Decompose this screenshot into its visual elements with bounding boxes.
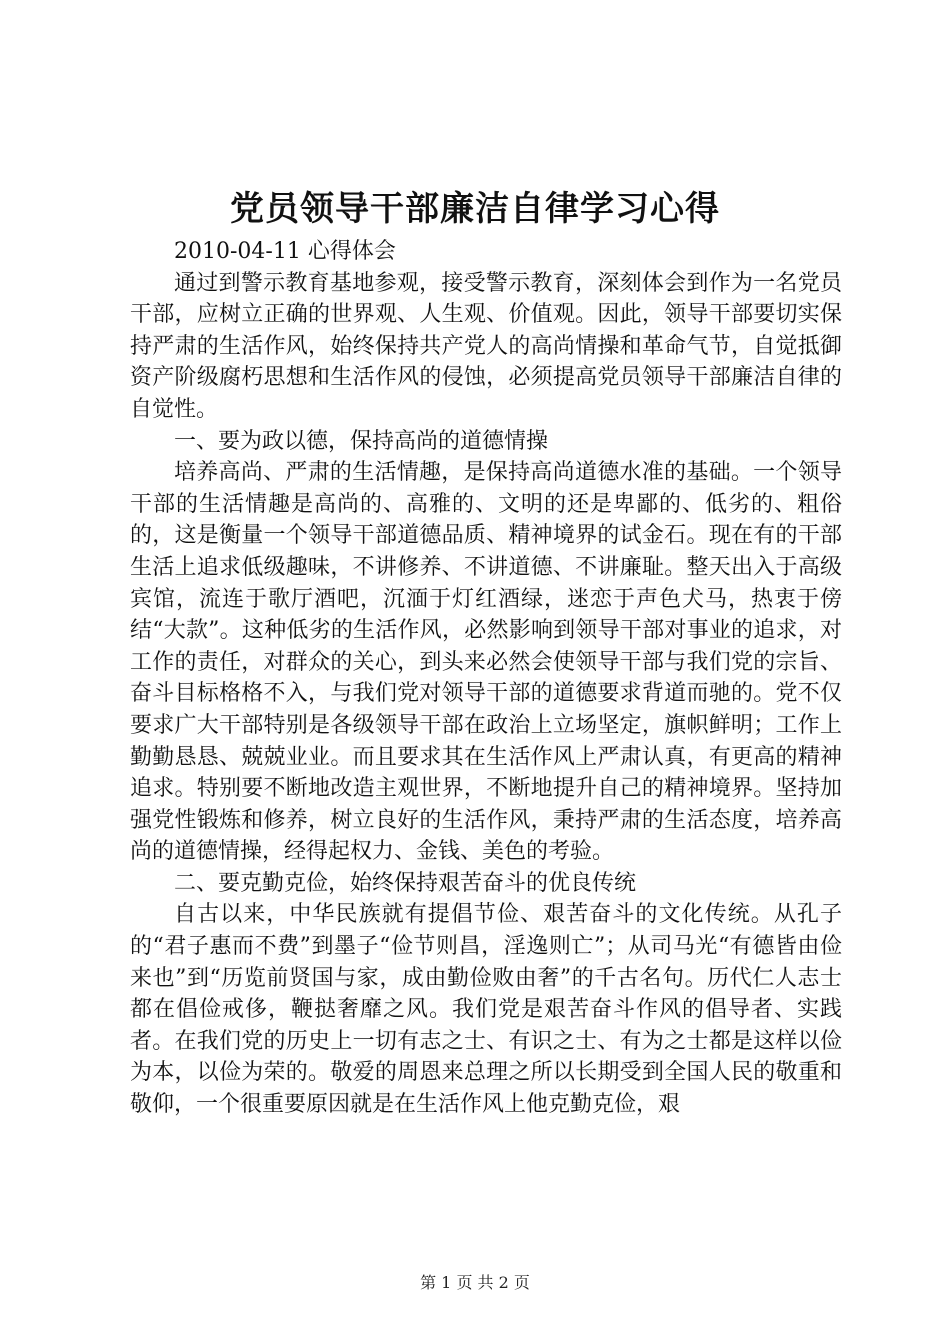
document-body: [130, 236, 842, 1121]
document-title: 党员领导干部廉洁自律学习心得: [230, 189, 720, 229]
page-footer: 第 1 页 共 2 页: [420, 1273, 530, 1292]
section-heading-1: 一、要为政以德，保持高尚的道德情操: [174, 428, 549, 454]
paragraph-section-2: 自古以来，中华民族就有提倡节俭、艰苦奋斗的文化传统。从孔子的“君子惠而不费”到墨子“俭节则昌，淫逸则亡”；从司马光“有德皆由俭来也”到“历览前贤国与家，成由勤俭败由奢”的千古名句。历代仁人志士都在倡俭戒侈，鞭挞奢靡之风。我们党是艰苦奋斗作风的倡导者、实践者。在我们党的历史上一切有志之士、有识之士、有为之士都是这样以俭为本，以俭为荣的。敬爱的周恩来总理之所以长期受到全国人民的敬重和敬仰，一个很重要原因就是在生活作风上他克勤克俭，艰: [130, 902, 842, 1118]
paragraph-intro: 通过到警示教育基地参观，接受警示教育，深刻体会到作为一名党员干部，应树立正确的世界观、人生观、价值观。因此，领导干部要切实保持严肃的生活作风，始终保持共产党人的高尚情操和革命气节，自觉抵御资产阶级腐朽思想和生活作风的侵蚀，必须提高党员领导干部廉洁自律的自觉性。: [130, 270, 842, 422]
paragraph-section-1: 培养高尚、严肃的生活情趣，是保持高尚道德水准的基础。一个领导干部的生活情趣是高尚的、高雅的、文明的还是卑鄙的、低劣的、粗俗的，这是衡量一个领导干部道德品质、精神境界的试金石。现在有的干部生活上追求低级趣味，不讲修养、不讲道德、不讲廉耻。整天出入于高级宾馆，流连于歌厅酒吧，沉湎于灯红酒绿，迷恋于声色犬马，热衷于傍结“大款”。这种低劣的生活作风，必然影响到领导干部对事业的追求，对工作的责任，对群众的关心，到头来必然会使领导干部与我们党的宗旨、奋斗目标格格不入，与我们党对领导干部的道德要求背道而驰的。党不仅要求广大干部特别是各级领导干部在政治上立场坚定，旗帜鲜明；工作上勤勤恳恳、兢兢业业。而且要求其在生活作风上严肃认真，有更高的精神追求。特别要不断地改造主观世界，不断地提升自己的精神境界。坚持加强党性锻炼和修养，树立良好的生活作风，秉持严肃的生活态度，培养高尚的道德情操，经得起权力、金钱、美色的考验。: [130, 460, 842, 865]
document-meta: 2010-04-11 心得体会: [174, 239, 396, 264]
section-heading-2: 二、要克勤克俭，始终保持艰苦奋斗的优良传统: [174, 870, 637, 896]
